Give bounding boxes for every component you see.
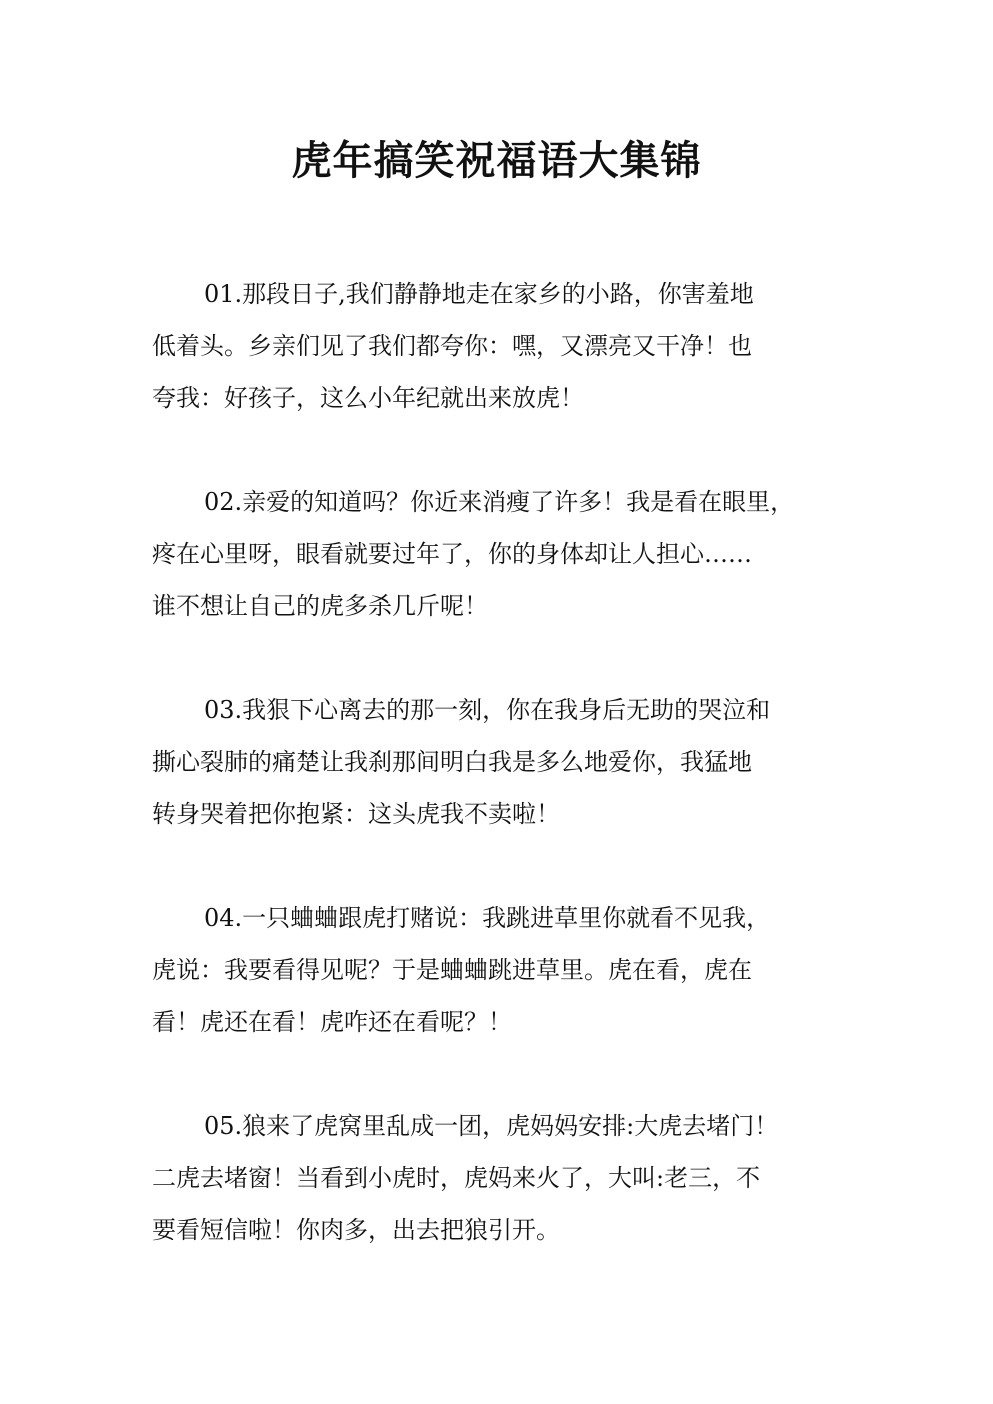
entry-line: 03.我狠下心离去的那一刻，你在我身后无助的哭泣和 xyxy=(204,696,771,724)
entry-04 xyxy=(152,892,842,1048)
entry-line: 虎说：我要看得见呢？于是蛐蛐跳进草里。虎在看，虎在 xyxy=(152,956,752,984)
entry-05 xyxy=(152,1100,842,1256)
entry-line: 要看短信啦！你肉多，出去把狼引开。 xyxy=(152,1216,560,1244)
entry-line: 夸我：好孩子，这么小年纪就出来放虎！ xyxy=(152,384,584,412)
entry-03 xyxy=(152,684,842,840)
entry-line: 谁不想让自己的虎多杀几斤呢！ xyxy=(152,592,488,620)
entry-line: 撕心裂肺的痛楚让我刹那间明白我是多么地爱你，我猛地 xyxy=(152,748,752,776)
entry-line: 低着头。乡亲们见了我们都夸你：嘿，又漂亮又干净！也 xyxy=(152,332,752,360)
entry-line: 二虎去堵窗！当看到小虎时，虎妈来火了，大叫:老三，不 xyxy=(152,1164,761,1192)
entry-01 xyxy=(152,268,842,424)
entry-line: 02.亲爱的知道吗？你近来消瘦了许多！我是看在眼里， xyxy=(204,488,795,516)
entry-line: 看！虎还在看！虎咋还在看呢？！ xyxy=(152,1008,512,1036)
entry-line: 疼在心里呀，眼看就要过年了，你的身体却让人担心…… xyxy=(152,540,752,568)
entry-line: 01.那段日子,我们静静地走在家乡的小路，你害羞地 xyxy=(204,280,754,308)
entry-line: 转身哭着把你抱紧：这头虎我不卖啦！ xyxy=(152,800,560,828)
entry-02 xyxy=(152,476,842,632)
entry-line: 05.狼来了虎窝里乱成一团，虎妈妈安排:大虎去堵门！ xyxy=(204,1112,779,1140)
document-title: 虎年搞笑祝福语大集锦 xyxy=(291,137,702,184)
entry-line: 04.一只蛐蛐跟虎打赌说：我跳进草里你就看不见我， xyxy=(204,904,771,932)
